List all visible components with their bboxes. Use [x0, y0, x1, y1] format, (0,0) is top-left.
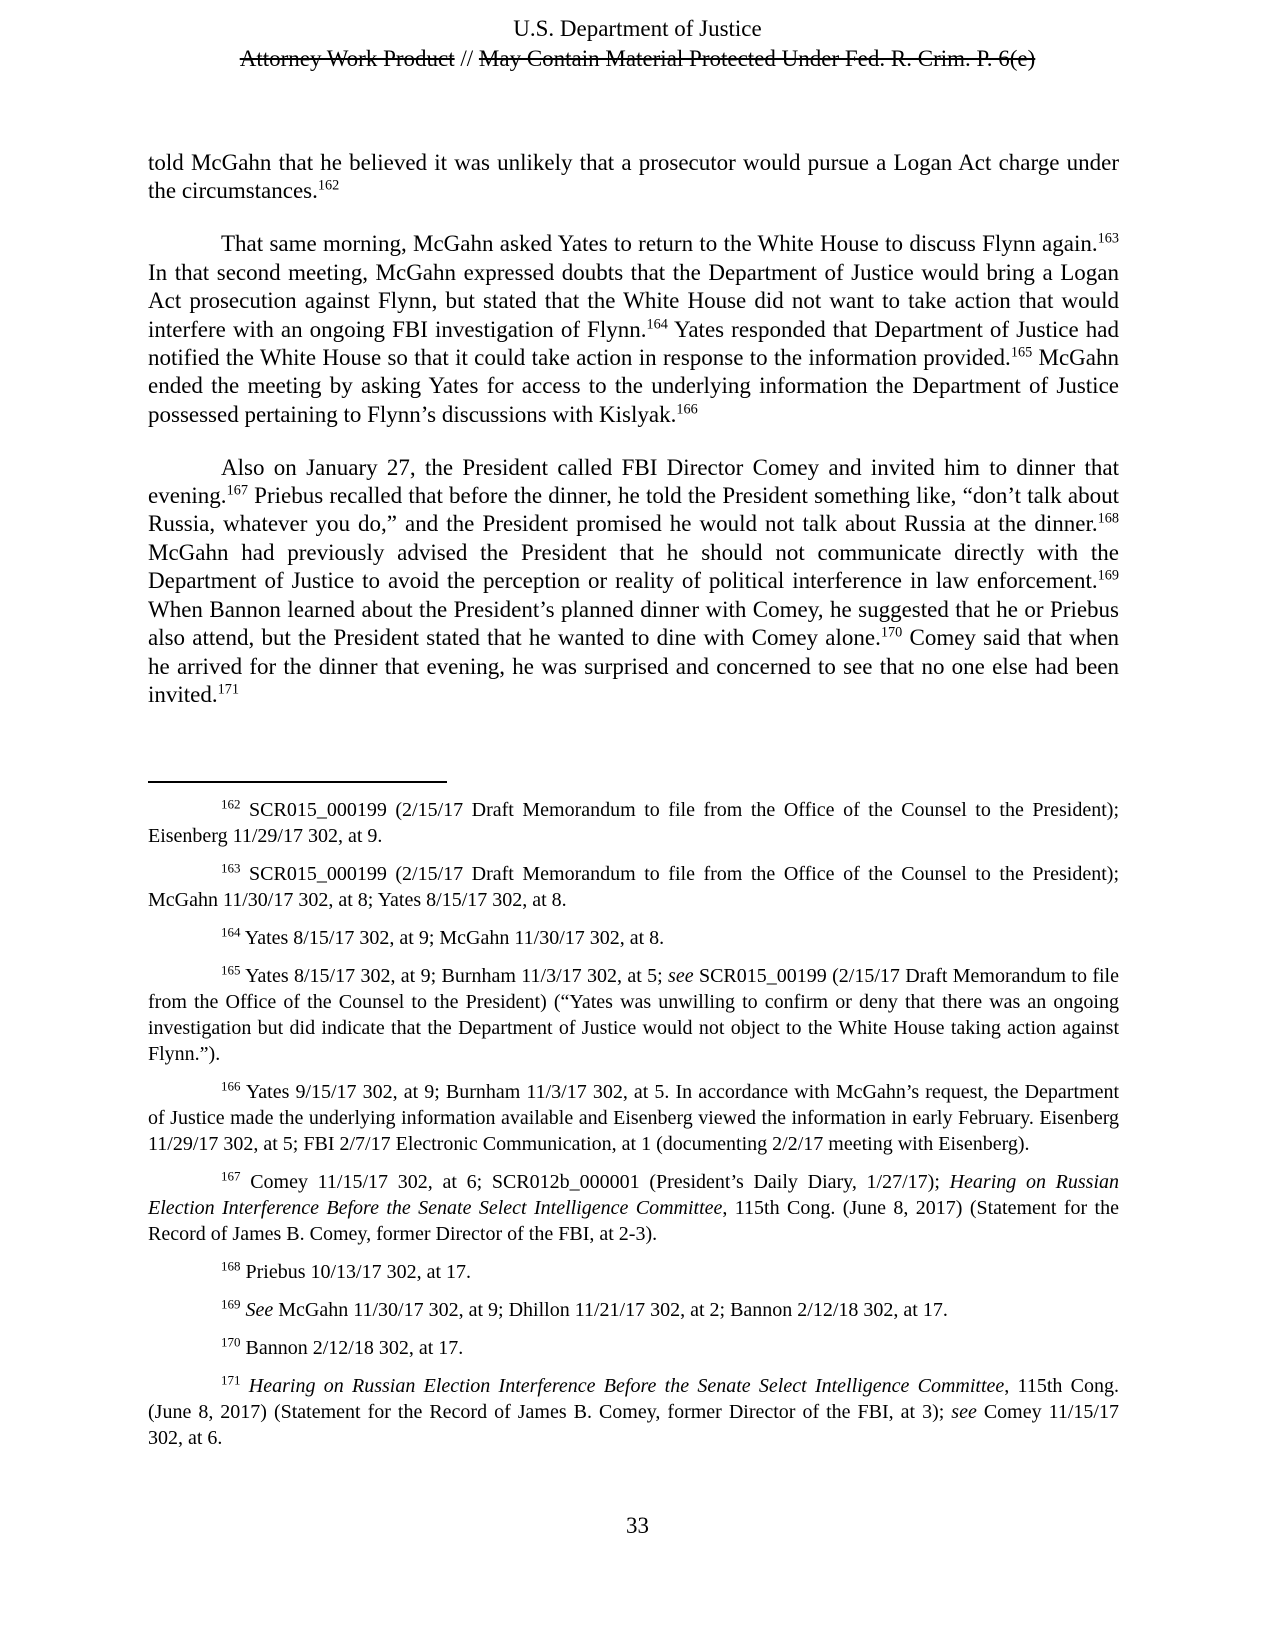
footnote-number: 163 [221, 860, 241, 876]
footnote-170 [148, 1335, 1119, 1361]
footnote-163 [148, 861, 1119, 913]
footnote-text: SCR015_000199 (2/15/17 Draft Memorandum to file from the Office of the Counsel to the President); Eisenberg 11/29/17 302, at 9. [148, 799, 1119, 847]
footnote-number: 167 [221, 1168, 241, 1184]
paragraph-text: told McGahn that he believed it was unlikely that a prosecutor would pursue a Logan Act charge under the circumstances. [148, 150, 1119, 204]
footnote-ref-168[interactable]: 168 [1097, 510, 1119, 527]
footnote-number: 169 [221, 1296, 241, 1312]
footnote-ref-170[interactable]: 170 [880, 624, 903, 641]
footnote-text: McGahn 11/30/17 302, at 9; Dhillon 11/21/17 302, at 2; Bannon 2/12/18 302, at 17. [273, 1299, 948, 1321]
footnote-text: Comey 11/15/17 302, at 6. [148, 1401, 1119, 1449]
paragraph-text: Also on January 27, the President called FBI Director Comey and invited him to dinner that evening. [148, 454, 1119, 509]
marking-separator: // [454, 46, 479, 71]
footnotes [148, 797, 1119, 1463]
footnote-number: 168 [221, 1258, 241, 1274]
footnote-ref-169[interactable]: 169 [1097, 567, 1119, 584]
footnote-text: , 115th Cong. (June 8, 2017) (Statement for the Record of James B. Comey, former Director of the FBI, at 3); [148, 1375, 1119, 1423]
footnote-ref-167[interactable]: 167 [226, 482, 248, 499]
footnote-signal: see [951, 1401, 977, 1423]
footnote-169 [148, 1297, 1119, 1323]
paragraph-text: Comey said that when he arrived for the dinner that evening, he was surprised and concerned to see that no one else had been invited. [148, 625, 1119, 707]
footnote-ref-166[interactable]: 166 [676, 401, 698, 418]
paragraph-1 [148, 149, 1119, 206]
paragraph-text: McGahn had previously advised the President that he should not communicate directly with the Department of Justice to avoid the perception or reality of political interference in law enforcement. [148, 539, 1119, 594]
footnote-separator [148, 781, 447, 783]
footnote-citation-title: Hearing on Russian Election Interference Before the Senate Select Intelligence Committee [240, 1375, 1005, 1397]
paragraph-text: McGahn ended the meeting by asking Yates for access to the underlying information the Department of Justice possessed pertaining to Flynn’s discussions with Kislyak. [148, 344, 1119, 427]
paragraph-text: When Bannon learned about the President’s planned dinner with Comey, he suggested that he or Priebus also attend, but the President stated that he wanted to dine with Comey alone. [148, 596, 1119, 651]
protective-marking [0, 44, 1275, 74]
footnote-164 [148, 925, 1119, 951]
paragraph-3 [148, 454, 1119, 710]
footnote-167 [148, 1169, 1119, 1247]
footnote-ref-171[interactable]: 171 [217, 681, 240, 698]
footnote-text: Priebus 10/13/17 302, at 17. [240, 1261, 472, 1283]
footnote-165 [148, 963, 1119, 1067]
footnote-text: Bannon 2/12/18 302, at 17. [240, 1337, 464, 1359]
paragraph-text: That same morning, McGahn asked Yates to return to the White House to discuss Flynn again. [221, 231, 1098, 257]
footnote-ref-163[interactable]: 163 [1097, 230, 1119, 247]
page-number: 33 [626, 1513, 649, 1538]
footnote-text: Yates 8/15/17 302, at 9; McGahn 11/30/17 302, at 8. [240, 927, 665, 949]
paragraph-text: Priebus recalled that before the dinner, he told the President something like, “don’t talk about Russia, whatever you do,” and the President promised he would not talk about Russia at the dinner. [148, 483, 1119, 537]
paragraph-2 [148, 230, 1119, 429]
footnote-171 [148, 1373, 1119, 1451]
page-header [0, 14, 1275, 74]
body-text [148, 149, 1119, 734]
footnote-signal: see [668, 965, 694, 987]
paragraph-text: In that second meeting, McGahn expressed doubts that the Department of Justice would bring a Logan Act prosecution against Flynn, but stated that the White House did not want to take action that would interfere with an ongoing FBI investigation of Flynn. [148, 259, 1119, 342]
footnote-signal: See [240, 1299, 274, 1321]
footnote-ref-165[interactable]: 165 [1010, 344, 1033, 361]
grand-jury-marking: May Contain Material Protected Under Fed. R. Crim. P. 6(e) [478, 46, 1036, 71]
footnote-number: 170 [221, 1334, 241, 1350]
footnote-number: 171 [221, 1372, 241, 1388]
agency-name: U.S. Department of Justice [513, 16, 762, 41]
footnote-168 [148, 1259, 1119, 1285]
work-product-marking: Attorney Work Product [239, 46, 455, 71]
footnote-ref-164[interactable]: 164 [646, 315, 668, 332]
footnote-number: 166 [221, 1078, 241, 1094]
footnote-ref-162[interactable]: 162 [317, 177, 340, 194]
footnote-citation-title: Hearing on Russian Election Interference Before the Senate Select Intelligence Committee [148, 1171, 1120, 1219]
paragraph-text: Yates responded that Department of Justice had notified the White House so that it could take action in response to the information provided. [148, 316, 1119, 370]
footnote-text: Yates 8/15/17 302, at 9; Burnham 11/3/17 302, at 5; [240, 965, 669, 987]
footnote-text: SCR015_00199 (2/15/17 Draft Memorandum to file from the Office of the Counsel to the President) (“Yates was unwilling to confirm or deny that there was an ongoing investigation but did indicate that the Department of Justice would not object to the White House taking action against Flynn.”). [148, 965, 1119, 1065]
footnote-text: , 115th Cong. (June 8, 2017) (Statement for the Record of James B. Comey, former Director of the FBI, at 2-3). [148, 1197, 1119, 1245]
footnote-number: 165 [221, 962, 241, 978]
footnote-number: 162 [221, 796, 241, 812]
footnote-text: Yates 9/15/17 302, at 9; Burnham 11/3/17 302, at 5. In accordance with McGahn’s request, the Department of Justice made the underlying information available and Eisenberg viewed the information in early February. Eisenberg 11/29/17 302, at 5; FBI 2/7/17 Electronic Communication, at 1 (documenting 2/2/17 meeting with Eisenberg). [148, 1081, 1119, 1155]
footnote-text: SCR015_000199 (2/15/17 Draft Memorandum to file from the Office of the Counsel to the President); McGahn 11/30/17 302, at 8; Yates 8/15/17 302, at 8. [148, 863, 1119, 911]
footnote-number: 164 [221, 924, 241, 940]
footnote-162 [148, 797, 1119, 849]
footnote-166 [148, 1079, 1119, 1157]
footnote-text: Comey 11/15/17 302, at 6; SCR012b_000001 (President’s Daily Diary, 1/27/17); [240, 1171, 950, 1193]
